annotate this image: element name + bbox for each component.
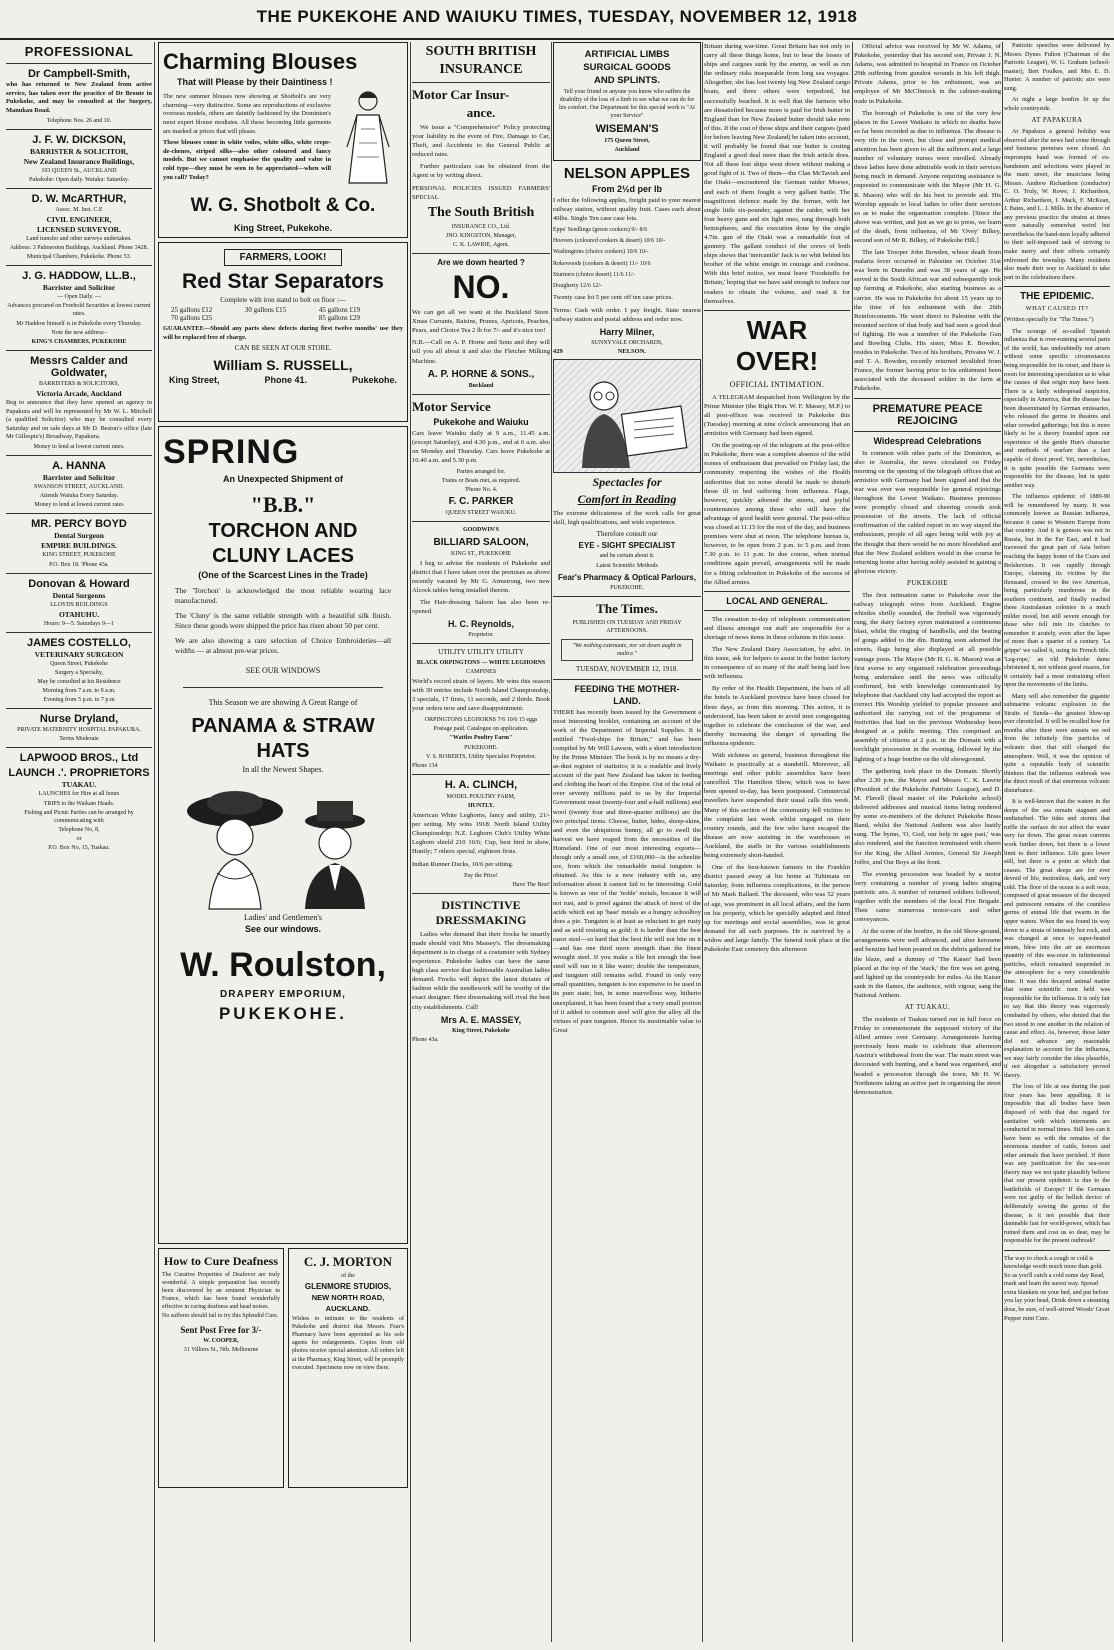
campbell-tel: Telephone Nos. 26 and 10. bbox=[46, 117, 112, 124]
ads-column bbox=[158, 42, 408, 1642]
donovan-hours: Hours: 9—5. Saturdays 9—1 bbox=[44, 620, 114, 627]
local-p3: By order of the Health Department, the bars of all the hotels in Auckland province have been closed for three days, as from this morning. This action, it is understood, has been taken to avoid men congregating together to celebrate the conclusion of the war, and thereby increasing the danger of spreading the influenza epidemic. bbox=[704, 685, 850, 747]
utility-town: PUKEKOHE. bbox=[464, 744, 498, 751]
column-rule bbox=[1002, 42, 1003, 1642]
blouses-street: King Street, Pukekohe. bbox=[233, 223, 333, 233]
dickson-days: Pukekohe: Open daily. Waiuku: Saturday. bbox=[29, 176, 129, 183]
fears-town: PUKEKOHE. bbox=[610, 584, 644, 591]
donovan-town: OTAHUHU. bbox=[58, 609, 100, 619]
motor-p2: Trains or Boats met, as required. bbox=[441, 478, 521, 485]
separators-prices bbox=[163, 306, 403, 322]
utility-postage: Postage paid. Catalogue on application. bbox=[433, 726, 529, 733]
col7-p0: Patriotic speeches were delivered by Messrs Dynes Fulton (Chairman of the Patriotic League), W. G. Graham (school-master), Bert Foulkes, and Mrs E. D. Hunter. A number of patriotic airs were sung. bbox=[1004, 42, 1110, 92]
dickson-address1: New Zealand Insurance Buildings, bbox=[23, 156, 135, 166]
billiard-hair: The Hair-dressing Saloon has also been re-opened. bbox=[412, 599, 550, 616]
fears-name: Fear's Pharmacy & Optical Parlours, bbox=[558, 572, 696, 582]
limbs-town: Auckland bbox=[614, 147, 640, 154]
column-4 bbox=[553, 42, 701, 1642]
farmers-label: FARMERS, LOOK! bbox=[224, 249, 342, 266]
woman-illustration bbox=[337, 87, 399, 187]
apples-item: Sturmers (choice desert) 11/6 11/- bbox=[553, 271, 635, 278]
mcarthur-title1: CIVIL ENGINEER, bbox=[46, 214, 112, 224]
bottom-ads-row bbox=[158, 1248, 408, 1488]
clinch-pay: Pay the Price! bbox=[464, 872, 498, 879]
specs-latest: Latest Scientific Methods bbox=[596, 562, 658, 569]
specs-caption2: Comfort in Reading bbox=[577, 491, 677, 506]
costello-street: Queen Street, Pukekohe bbox=[50, 660, 108, 667]
deafness-free: Sent Post Free for 3/- bbox=[180, 1324, 262, 1335]
column-rule bbox=[154, 42, 155, 1642]
dryland-title: PRIVATE MATERNITY HOSPITAL PAPAKURA. bbox=[17, 727, 141, 734]
apples-item: Hoovers (coloured cookers & desert) 10/6 10/- bbox=[553, 238, 666, 245]
dress-text: Ladies who demand that their frocks be smartly made should visit Mrs Massey's. The dressmaking department is in charge of a costumier with Sydney experience. Pukekohe ladies can have the same high class service that fashionable Australian ladies demand. Frocks will depict the latest dictates of fashion while the needlework will be worthy of the exact designer. Here dressmaking will rival the best city establishments. Call! bbox=[412, 930, 550, 1011]
apples-item: Washingtons (choice cookers) 10/6 10/- bbox=[553, 249, 649, 256]
separators-guarantee: GUARANTEE—Should any parts show defects during first twelve months' use they will be replaced free of charge. bbox=[163, 325, 403, 342]
sbi-title1: SOUTH BRITISH bbox=[425, 44, 537, 59]
lapwood-town: TUAKAU. bbox=[61, 780, 97, 790]
mcarthur-chambers: Municipal Chambers, Pukekohe. Phone 53. bbox=[26, 254, 132, 261]
haddow-text2: Mr Haddow himself is in Pukekohe every Thursday. bbox=[16, 320, 142, 327]
col6-p2: The borough of Pukekohe is one of the very few places in the Lower Waikato in which no deaths have so far been recorded as due to influenza. The disease is very rife in the town, but close and prompt medical attention has been given to all the sufferers and a large number of voluntary nurses were enrolled. Already these ladies have done admirable work in their services being much in demand. Anyone requiring assistance is requested to communicate with the Mayor (Mr H. G. R. Mason) who will do his best to provide aid. His Worship appeals to local ladies to offer their services so as to make the organisation complete. [Since the above was written, and just as we go to press, we learn of the death, from influenza, of Mr 'Ovey' Bilkey, second son of Mr R. Bilkey, of Pukekohe Hill.] bbox=[854, 109, 1001, 244]
parker-street: QUEEN STREET WAIUKU. bbox=[445, 510, 517, 517]
cough-tip: The way to check a cough or cold is knowledge worth much more than gold. So as you'll catch a cold some day Read, mark and learn the surest way. Spread extra blankets on your bed, and put before you lay your head, Drink down a steaming dose, be sure, of well-stirred Woods' Great Pepper mint Cure. bbox=[1004, 1254, 1110, 1322]
rejoice-p4: The evening procession was headed by a motor lorry containing a number of young ladies singing patriotic airs. A number of returned soldiers followed, together with the members of the local Fire Brigade. Then came numerous motor-cars and other conveyances. bbox=[854, 870, 1001, 924]
separators-ad bbox=[158, 242, 408, 422]
blouses-title: Charming Blouses bbox=[163, 49, 358, 74]
rejoice-title: PREMATURE PEACE REJOICING bbox=[872, 402, 983, 427]
haddow-address: KING'S CHAMBERS, PUKEKOHE bbox=[31, 338, 127, 345]
deafness-ad bbox=[158, 1248, 284, 1488]
blouses-p2: These blouses come in white voiles, white silks, white crepe-de-chenes, striped silks—also other coloured and fancy models. But we cannot emphasise the quality and value in cold type—they must be seen to be appreciated—when will you call? Today? bbox=[163, 139, 331, 181]
costello-morning: Morning from 7 a.m. to 9 a.m. bbox=[42, 688, 116, 695]
morton-name: C. J. MORTON bbox=[303, 1254, 393, 1269]
spring-p3: We are also showing a rare selection of Choice Embroideries—all widths — at almost pre-war prices. bbox=[175, 635, 391, 655]
lapwood-name: LAPWOOD BROS., Ltd bbox=[19, 752, 139, 765]
utility-text: World's record strain of layers. Mr wins this season with 30 entries include North Island Championship, 3 specials, 17 firsts, 11 seconds, and 2 thirds. Book your orders now and save disappointment. bbox=[412, 677, 550, 713]
sbi-further: Further particulars can be obtained from the Agent or by writing direct. bbox=[412, 163, 550, 180]
sbi-co2: INSURANCE CO., Ltd. bbox=[451, 223, 511, 230]
clinch-name: H. A. CLINCH, bbox=[444, 778, 518, 791]
limbs-text: Tell your friend or anyone you know who suffers the disability of the loss of a limb to see what we can do for his comfort. Our Department for this special work is "At your Service" bbox=[559, 89, 695, 120]
costello-spec: Surgery a Specialty, bbox=[55, 669, 103, 676]
hanna-attends: Attends Waiuku Every Saturday. bbox=[39, 493, 119, 500]
clinch-text: American White Leghorns, fancy and utility, 21/- per setting. My wins 1918: North Island Utility Championship; N.Z. Leghorn Club's Utility White Leghorn shield 210 10/6; Cup, best bird in show, Huntly; 7 others special, eighteen firsts. bbox=[412, 812, 550, 856]
limbs-street: 175 Queen Street, bbox=[604, 138, 650, 145]
russell-name: William S. RUSSELL, bbox=[213, 357, 353, 374]
apples-item: Epps' Seedlings (green cookers) 9/- 8/6 bbox=[553, 226, 648, 233]
sbi-agent2: C. K. LAWRIE, Agent. bbox=[452, 241, 509, 248]
price-item: 70 gallons £25 bbox=[171, 314, 213, 323]
mcarthur-title2: LICENSED SURVEYOR. bbox=[37, 224, 121, 234]
apples-item: Rokewoods (cookers & desert) 11/- 10/6 bbox=[553, 260, 651, 267]
column-3 bbox=[412, 42, 550, 1642]
local-p2: The New Zealand Dairy Association, by advt. in this issue, ask for helpers to assist in the butter factory in consequence of so many of the staff being laid low with influenza. bbox=[704, 645, 850, 681]
morton-road: NEW NORTH ROAD, bbox=[311, 1293, 385, 1303]
local-p4: With sickness so general, business throughout the Waikato is practically at a standstill. Moreover, all meetings and other public assemblies have been cancelled. The Hamilton Show, which was to have been opened to-day, has been postponed. Commercial travellers have suspended their usual calls this week. Many of this section of the community fell victims to the complaint last week whilst engaged on their country rounds, and the few who have escaped the disease are now assisting in the warehouses in Auckland, the staffs in the various establishments being extremely short-handed. bbox=[704, 752, 850, 860]
calder-arcade: Victoria Arcade, Auckland bbox=[36, 388, 122, 398]
clinch-town: HUNTLY. bbox=[467, 802, 495, 809]
sbi-title2: INSURANCE bbox=[439, 62, 523, 77]
morton-town: AUCKLAND. bbox=[325, 1304, 371, 1314]
column-rule bbox=[410, 42, 411, 1642]
apples-terms: Terms: Cash with order. I pay freight. State nearest railway station and postal address and order now. bbox=[553, 306, 701, 323]
specs-eye: EYE - SIGHT SPECIALIST bbox=[578, 541, 676, 551]
epidemic-sub: WHAT CAUSED IT? bbox=[1025, 305, 1089, 313]
price-item: 85 gallons £29 bbox=[318, 314, 361, 323]
lapwood-l3: Fishing and Picnic Parties can be arranged by communicating with bbox=[24, 809, 134, 824]
roulston-name: W. Roulston, bbox=[180, 946, 386, 985]
costello-consult: May be consulted at his Residence bbox=[37, 679, 121, 686]
spring-sub: An Unexpected Shipment of bbox=[222, 474, 343, 484]
roulston-emporium: DRAPERY EMPORIUM, bbox=[220, 989, 346, 1001]
column-rule bbox=[852, 42, 853, 1642]
morton-ad bbox=[288, 1248, 408, 1488]
calder-money: Money to lend at lowest current rates. bbox=[33, 444, 125, 451]
epidemic-p3: Many will also remember the gigantic submarine volcanic explosion in the Straits of Sunda—the greatest blow-up ever chronicled. It will be recalled how for months after there were sunsets we red from the infinitely fine particles of volcanic dust that still charged the atmosphere. Well, it was the opinion of quite a reputable body of scientific thinkers that the influenza outbreak was the direct result of that enormous volcanic disturbance. bbox=[1004, 692, 1110, 794]
limbs-title3: AND SPLINTS. bbox=[594, 75, 660, 86]
lapwood-box: P.O. Box No, 15, Tuakau. bbox=[48, 845, 110, 852]
apples-price: From 2½d per lb bbox=[591, 183, 662, 194]
feeding-title2: LAND. bbox=[613, 695, 641, 706]
blouses-shop: W. G. Shotbolt & Co. bbox=[190, 195, 376, 216]
hats-illustration bbox=[173, 781, 393, 911]
lapwood-l1: LAUNCHES for Hire at all hours bbox=[38, 791, 120, 798]
massey-phone: Phone 43a. bbox=[412, 1036, 439, 1043]
billiard-street: KING ST., PUKEKOHE bbox=[451, 550, 511, 557]
dress-title: DISTINCTIVE DRESSMAKING bbox=[435, 897, 527, 927]
roulston-town: PUKEKOHE. bbox=[218, 1004, 348, 1024]
motor-phone: 'Phone No. 4. bbox=[464, 487, 498, 494]
motor-text: Cars leave Waiuku daily at 9 a.m., 11.45 a.m. (except Saturday), and 4.30 p.m., and at 6 a.m. also on Monday and Thursday. Cars leave Pukekohe at 10.40 a.m. and 5.30 p.m. bbox=[412, 429, 550, 464]
spring-title: SPRING bbox=[163, 433, 300, 471]
rejoice-p5: At the scene of the bonfire, in the old Show-ground, arrangements were well advanced, and after kerosene and benzine had been poured on the debris gathered for the blaze, and a dummy of 'The Kaiser' had been placed at the top of the 'stack,' the fire was set going, and lighted up the countryside for miles. As the Kaiser sank in the flames, the audience, with vigour, sang the National Anthem. bbox=[854, 928, 1001, 999]
deafness-seller: W. COOPER, bbox=[203, 1337, 239, 1344]
spring-shapes: In all the Newest Shapes. bbox=[242, 764, 324, 774]
col7-p0b: At night a large bonfire lit up the whole countryside. bbox=[1004, 96, 1110, 112]
spring-bb: "B.B." bbox=[250, 492, 316, 517]
billiard-text: I beg to advise the residents of Pukekohe and district that I have taken over the premises as above recently vacated by Mr G. Armstrong, two new Alcock tables being installed therein. bbox=[412, 559, 550, 594]
costello-title: VETERINARY SURGEON bbox=[34, 649, 124, 659]
milner-num: 429 bbox=[553, 347, 563, 355]
specs-consult: Therefore consult our bbox=[596, 530, 658, 538]
hanna-money: Money to lend at lowest current rates bbox=[34, 502, 124, 509]
times-motto: "We nothing extenuate, nor set down aught in malice." bbox=[561, 639, 693, 661]
costello-evening: Evening from 5 p.m. to 7 p.m bbox=[43, 697, 115, 704]
clinch-ducks: Indian Runner Ducks, 10/6 per sitting. bbox=[412, 860, 514, 868]
dryland-name: Nurse Dryland, bbox=[39, 713, 119, 726]
haddow-note: Note the new address:- bbox=[51, 329, 107, 336]
spring-p1: The 'Torchon' is acknowledged the most reliable wearing lace manufactured. bbox=[175, 586, 391, 605]
limbs-title1: ARTIFICIAL LIMBS bbox=[584, 49, 670, 60]
lapwood-l2: TRIPS to the Waikato Heads. bbox=[43, 800, 115, 807]
utility-camp: CAMPINES bbox=[465, 668, 497, 675]
price-item: 25 gallons £12 bbox=[171, 306, 213, 315]
spring-hats1: PANAMA & STRAW bbox=[191, 714, 375, 737]
col7-p1: At Papakura a general holiday was observed after the news had come through and business premises were closed. An impromptu band was formed of ex-bandsmen and selections were played in the main street, the musicians being Messrs. Andrew Richardson (conductor) C. O. Truly, W. Rowe, J. Richardson, Arthur Richardson, I. Mack, F. McKean, J. Bates, and L. J. Mills. In the absence of any previous practice the strains at times were naturally somewhat weird but nevertheless the band-men loyally adhered to their self-imposed task of striving to make merry and their efforts certainly enlivened the township. Many residents also made their way to Auckland to take part in the celebrations there. bbox=[1004, 128, 1110, 281]
dryland-terms: Terms Moderate bbox=[59, 736, 99, 743]
sbi-pol: PERSONAL POLICIES ISSUED FARMERS' SPECIAL bbox=[412, 184, 550, 201]
hanna-address: SWANSON STREET, AUCKLAND. bbox=[34, 484, 124, 491]
reading-man-illustration bbox=[553, 359, 701, 473]
milner-name: Harry Milner, bbox=[599, 326, 655, 337]
massey-name: Mrs A. E. MASSEY, bbox=[440, 1014, 522, 1025]
separators-title: Red Star Separators bbox=[182, 270, 384, 293]
horne-town: Buckland bbox=[468, 382, 494, 389]
utility-price: ORPINGTONS LEGHORNS 7/6 10/6 15 eggs bbox=[424, 717, 538, 724]
haddow-text1: Advances procured on Freehold Securities at lowest current rates. bbox=[7, 303, 151, 318]
morton-text: Wishes to intimate to the residents of Pukekohe and district that Messrs. Fear's Pharmacy have been appointed as his sole agents for enlargements. Copies from old photos receive special attention. All orders left at the Pharmacy, King Street, will be promptly executed. Specimens now on view there. bbox=[291, 1316, 404, 1371]
deafness-addr: 31 Villiers St., Nth. Melbourne bbox=[183, 1346, 259, 1353]
epidemic-note: (Written specially for "The Times.") bbox=[1004, 316, 1094, 324]
separators-seen: CAN BE SEEN AT OUR STORE. bbox=[234, 343, 332, 352]
reynolds-role: Proprietor. bbox=[468, 632, 494, 639]
rejoice-p2: The first intimation came to Pukekohe over the railway telegraph wires from Auckland. Engine whistles shrilly sounded, the firebell was vigorously rung, the dairy factory syren maintained a continuous blast, whilst the ringing of handbells, and the beating of gongs added to the din. Bunting soon adorned the streets, flags being also displayed at all possible vantage posts. The Mayor (Mr H. G. R. Mason) was at first averse to any organised celebration proceedings being undertaken until the news was officially confirmed, but with knowledge communicated by telephone that Auckland city had accepted the report as correct His Worship yielded to popular pressure and authorised the carrying out of the programme of festivities that had on the previous Wednesday been designed at a public meeting. This comprised an assembly of citizens at 2 p.m. in the Domain with a torchlight procession in the evening, followed by the lighting of a huge bonfire on the old showground. bbox=[854, 591, 1001, 763]
motor-sub: Pukekohe and Waiuku bbox=[433, 416, 529, 427]
milner-orchards: SUNNYVALE ORCHARDS, bbox=[591, 339, 663, 346]
war-title: WAR OVER! bbox=[735, 314, 819, 376]
col6-p1: Official advice was received by Mr W. Adams, of Pukekohe, yesterday that his second son, Private J. N. Adams, was admitted to hospital in France on October 29th suffering from gunshot wounds in his left thigh. Private Adams, prior to his enlistment, was an employee of Mr McClintock in the cabinet-making trade in Pukekohe. bbox=[854, 43, 1001, 105]
no-text: We can get all we want at the Buckland Store. Xmas Currants, Raisins, Prunes, Apricots, Peaches, Pears, and Choice Tea 2 lb for 7/- and it's nice too! bbox=[412, 309, 550, 335]
motor-title: Motor Service bbox=[412, 398, 491, 414]
price-item: 30 gallons £15 bbox=[244, 306, 287, 315]
times-pub: PUBLISHED ON TUESDAY AND FRIDAY AFTERNOONS. bbox=[572, 619, 682, 634]
russell-town: Pukekohe. bbox=[351, 375, 397, 386]
spring-hats2: HATS bbox=[256, 739, 310, 762]
dickson-title: BARRISTER & SOLICITOR, bbox=[29, 146, 128, 156]
utility-farm: "Wattles Poultry Farm" bbox=[449, 735, 513, 742]
lapwood-sub: LAUNCH .'. PROPRIETORS bbox=[8, 767, 150, 780]
war-sub: OFFICIAL INTIMATION. bbox=[729, 379, 825, 389]
utility-phone: Phone 134 bbox=[412, 762, 438, 769]
donovan-building: LLOYDS BUILDINGS bbox=[50, 601, 108, 608]
spring-kinds: (One of the Scarcest Lines in the Trade) bbox=[198, 570, 368, 580]
boyd-box: P.O. Box 18. 'Phone 43a. bbox=[49, 561, 109, 568]
column-6 bbox=[854, 42, 1001, 1642]
russell-phone: Phone 41. bbox=[264, 375, 307, 386]
utility-breeds: BLACK ORPINGTONS — WHITE LEGHORNS bbox=[416, 659, 546, 666]
boyd-name: MR. PERCY BOYD bbox=[31, 518, 127, 531]
morton-studio: GLENMORE STUDIOS, bbox=[304, 1282, 392, 1292]
mcarthur-name: D. W. McARTHUR, bbox=[31, 192, 127, 205]
russell-street: King Street, bbox=[169, 375, 220, 386]
spring-laces2: CLUNY LACES bbox=[212, 545, 354, 567]
calder-text: Beg to announce that they have opened an agency in Papakura and will be represented by Mr W. L. Mitchell (a qualified Solicitor) who may be consulted every Saturday and on sale days at Mr D. Beston's office (late Mr Gillespie's) Broadway, Papakura. bbox=[6, 398, 152, 441]
spring-see: See our windows. bbox=[244, 924, 321, 935]
tuakau-head: AT TUAKAU. bbox=[904, 1003, 951, 1011]
sbi-agent1: JNO. KINGSTON, Manager, bbox=[445, 232, 517, 239]
blouses-p1: The new summer blouses now showing at Shotbolt's are very charming—very distinctive. Some are reproductions of exclusive overseas models, others are daintily fashioned by the Dominion's most expert blouse modistes. All these becoming little garments are marked at prices that will please. bbox=[163, 93, 331, 135]
column-5 bbox=[704, 42, 850, 1642]
sbi-co: The South British bbox=[427, 204, 535, 220]
local-p5: One of the best-known farmers in the Franklin district passed away at his home at Tuhimata on Saturday, from influenza complications, in the person of Mr Mark Ballard. The deceased, who was 52 years of age, was prominent in all local affairs, and the farm on his property, which he specially adapted and fitted up for meetings and social assemblies, was in great demand for all such purposes. He is survived by a widow and large family. The funeral took place at the Pukekohe East cemetery this afternoon bbox=[704, 864, 850, 953]
epidemic-p5: The loss of life at sea during the past four years has been appalling. It is impossible that all bodies have been disposed of with that due regard for sanitation with which interments are conducted in normal times. Still less can it have been so with the remains of the enormous number of cattle, horses and other animals that have perished. If there was any justification for the sea-ooze theory may we not quite plausibly believe that our present epidemic is due to the battlefields of Europe? If the Germans were not guilty of the hellish device of deliberately sowing the germs of the disease, is it not possible that their damnable lust for world-power, which has ruined them and cost us so dear, may be responsible for the present outbreak? bbox=[1004, 1083, 1110, 1245]
feeding-title1: FEEDING THE MOTHER- bbox=[574, 683, 680, 694]
reynolds-name: H. C. Reynolds, bbox=[447, 619, 514, 630]
milner-town: NELSON. bbox=[617, 347, 647, 355]
billiard-title: BILLIARD SALOON, bbox=[433, 536, 529, 548]
feeding-p1: THERE has recently been issued by the Government a most interesting booklet, containing an account of the work of the Department of Imperial Supplies. It is entitled "Food-ships for Britain," and has been compiled by Mr Will Lawson, with a short introduction by the Prime Minister. The book is by no means a dry-as-dust register of statistics; it is a readable and lively account of the part New Zealand has taken in feeding and clothing the heart of the Empire. Out of the total of over seventy millions paid to us by the Imperial Government meat (twenty-four and a-half millions) and wool (twenty four and three-quarter millions) are the two principal items. Cheese, butter, hides, sheep-skins, and even the ubiquitous bunny, all go to swell the harvest we have reaped from the necessities of the Homeland. One of our most interesting exports—though only a small one, of £160,000—is the scheelite ore, from which the remarkable metal tungsten is obtained. As this is a new industry with us, any information about it cannot fail to be interesting. Gold is known as one of the 'noble' metals, because it will not rust, and is proof against the attack of most of the acids which eat up 'base' metals as a hungry schoolboy does a pie. Tungsten is at least as reluctant to get rusty and as acid resisting as gold; it is harder than the best razor steel—so hard that the best file will not bite on it—and has one third more strength than the finest wrought steel. If you make a file hot enough the best steel will run in it like water; double the temperature, and tungsten still remains solid. Found in only very small quantities, tungsten is too expensive to be used in its pure state; but, in some marvellous way, hitherto unexplained, it has been found that a very small portion of it added to common steel will give the alloy all the virtues of pure tungsten. Hence its inestimable value to Great bbox=[553, 708, 701, 1034]
separators-intro: Complete with iron stand to bolt on floor :— bbox=[220, 296, 346, 304]
haddow-open: — Open Daily. — bbox=[57, 294, 101, 301]
no-ans: NO. bbox=[452, 269, 510, 306]
motor-p1: Parties arranged for. bbox=[456, 469, 506, 476]
costello-name: JAMES COSTELLO, bbox=[27, 636, 131, 649]
lapwood-or: or bbox=[76, 835, 82, 842]
hanna-name: A. HANNA bbox=[52, 460, 106, 473]
morton-of: of the bbox=[341, 1273, 355, 1279]
rejoice-p3: The gathering took place in the Domain. Shortly after 2.30 p.m. the Mayor and Messrs C. K. Lawrie (President of the Pukekohe Patriotic League), and D. M. Flavell (head master of the Pukekohe school) delivered addresses and musical items being rendered by some ex-members of the defunct Pukekohe Brass Band, whilst the National Anthem was also lustily sung. The hymn, 'O, God, our help in ages past,' was also rendered, and the function terminated with cheers for the King, the Allied Armies, General Sir Joseph Joffre, and Our Boys at the front. bbox=[854, 767, 1001, 866]
calder-name: Messrs Calder and Goldwater, bbox=[30, 354, 128, 379]
lapwood-tel: Telephone No, 8, bbox=[58, 826, 100, 833]
mcarthur-cred: Assoc. M. Inst. C.E bbox=[55, 206, 103, 213]
spring-windows: SEE OUR WINDOWS bbox=[245, 665, 321, 675]
epidemic-p2: The influenza epidemic of 1889-90 will be remembered by many. It was commonly known as Russian influenza, because it came to Western Europe from that country. And it is genesis was not in Russia, but in the Far East, and it had traversed the great part of Asia before reaching the happy home of the Czars and Bolshevism. It ran rapidly through Europe, claiming its victims by the thousand, crossed to the two Americas, being particularly murderous in the southern continent, and finally reached these Australasian colonies in a much milder mood, but still severe enough for those who fell into its clutches to remember it acutely, even after the lapse of more than a quarter of a century. 'La grippe' we called it, using its French title. 'Leg-rope,' an old Pukekohe dame christened it, not without good reason, for it certainly had a most restraining effect upon the movements of the limbs. bbox=[1004, 493, 1110, 689]
donovan-title: Dental Surgeons bbox=[52, 590, 106, 600]
apples-title: NELSON APPLES bbox=[563, 164, 691, 182]
specs-sure: and be certain about it. bbox=[599, 553, 655, 560]
spring-ad bbox=[158, 426, 408, 1244]
rejoice-p6: The residents of Tuakau turned out in full force on Friday to commemorate the supposed victory of the Allied armies over Germany. Arrangements having previously been made to celebrate that afternoon Austria's withdrawal from the war. The main street was decorated with bunting, and a band was organised, and headed a procession through the town, Mr H. W. Northmore taking an active part in organising the street demonstration. bbox=[854, 1016, 1001, 1096]
hanna-title: Barrister and Solicitor bbox=[42, 473, 116, 483]
epidemic-title: THE EPIDEMIC. bbox=[1020, 291, 1094, 303]
sbi-text: We issue a "Comprehensive" Policy protecting your liability in the event of Fire, Damage to Car, Theft, and Accidents to the General Public at reduced rates. bbox=[412, 124, 550, 159]
horne-name: A. P. HORNE & SONS., bbox=[427, 368, 535, 380]
parker-name: F. C. PARKER bbox=[448, 496, 514, 508]
blouses-ad bbox=[158, 42, 408, 238]
mcarthur-text: Land transfer and other surveys undertaken. bbox=[26, 235, 132, 242]
times-title: The Times. bbox=[596, 600, 658, 616]
apples-text: I offer the following apples, freight paid to your nearest railway station, without quality fruit. Cases each about 40lbs. Single Ten case case lots. bbox=[553, 196, 701, 222]
donovan-name: Donovan & Howard bbox=[28, 577, 130, 590]
war-continued: Britain during war-time. Great Britain has not only to carry all these things home, but to bear the losses of ships and cargoes sunk by the enemy, as well as run the ordinary risks inseparable from long sea voyages. Altogether, she has lost twenty big New Zealand cargo boats, and three others were torpedoed, but successfully beached. It is well that the farmers who are dissatisfied because more is paid for Irish butter in England than for New Zealand butter should take note of this. If the cost of those ships and their cargoes (paid for before leaving New Zealand) be taken into account, it will probably be found that our butter is costing England a good deal more than the Irish article does. Not all these lost ships went down without making a good fight of it. Two of them—the Clan McTavish and the Otaki—encountered the German raider Moewe, and each of them fought a very gallant battle. The magnificent defence made by the former, with her single little six-pounder, against the raider, with her four heavy guns and six light ones, rang through both hemispheres, and the execution done by the single 4.7in. gun of the Otaki was a remarkable feat of gunnery. The gallant conduct of the crews of both ships shows that 'mercantile' Jack is no whit behind his brother of the white ensign in courage and coolness. With this brief notice, we must leave 'Foodstuffs for Britain,' hoping that we have said enough to induce our readers to obtain the volume, and read it for themselves. bbox=[704, 43, 850, 305]
spring-ladies: Ladies' and Gentlemen's bbox=[244, 913, 322, 923]
spring-p2: The 'Cluny' is the same reliable strength with a beautiful silk finish. Since these goods were shipped the price has risen about 50 per cent. bbox=[175, 610, 391, 630]
haddow-name: J. G. HADDOW, LL.B., bbox=[22, 270, 136, 283]
spring-laces1: TORCHON AND bbox=[208, 520, 358, 542]
reading-man-icon bbox=[554, 360, 701, 472]
column-rule bbox=[702, 42, 703, 1642]
specs-text: The extreme delicateness of the work calls for great skill, high qualifications, and wide experience. bbox=[553, 509, 701, 526]
papakura-head: AT PAPAKURA bbox=[1031, 116, 1083, 125]
war-p2: On the posting-up of the telegram at the post-office in Pukekohe, there was a complete absence of the wild scenes of enthusiasm that prevailed on Friday last, the community respecting the wishes of the Health authorities that no noise should be made to disturb those ill in bed suffering from influenza. Flags, however, quickly adorned the streets, and joyful countenances among those who still have the advantage of good health were general. The post-office was closed at 11.15 for the rest of the day, and business premises were shut at noon. The telephone bureau is, however, to be open from 2 p.m. to 5 p.m. and from 7.30 p.m. to 11 p.m. In due course, when normal conditions again prevail, arrangements will be made for a fitting celebration in Pukekohe of the success of the Allied armies. bbox=[704, 442, 850, 586]
epidemic-p1: The scourge of so-called Spanish influenza that is over-running several parts of the world, has undoubtedly not arisen without some specific circumstances being responsible for its onset, and there is room for interesting speculation as to what the causes of that origin may have been. There is a fairly widespread suspicion, especially in America, that the disease has been disseminated by German emissaries, who released the germs in theatres and other crowded gatherings; but this is more likely to be a theory founded upon our experience of the gentle Hun's character and methods of warfare than a fact capable of direct proof. Yet, nevertheless, it is quite possible the Germans were responsible for the disease, but in quite another way. bbox=[1004, 327, 1110, 489]
war-p1: A TELEGRAM despatched from Wellington by the Prime Minister (the Right Hon. W. F. Massey, M.P.) to all post-offices was received in Pukekohe this (Tuesday) morning at nine o'clock announcing that an armistice with Germany had been signed. bbox=[704, 393, 850, 438]
masthead: THE PUKEKOHE AND WAIUKU TIMES, TUESDAY, NOVEMBER 12, 1918 bbox=[0, 0, 1114, 40]
professional-column bbox=[6, 42, 152, 1642]
rejoice-sub: Widespread Celebrations bbox=[873, 435, 982, 446]
boyd-title: Dental Surgeon bbox=[54, 531, 104, 541]
calder-title: BARRISTERS & SOLICITORS, bbox=[38, 380, 120, 387]
apples-item: Dougherty 12/6 12/- bbox=[553, 283, 602, 290]
billiard-label: GOODWIN'S bbox=[462, 527, 499, 534]
limbs-ad bbox=[553, 42, 701, 161]
haddow-title: Barrister and Solicitor bbox=[42, 283, 116, 293]
no-nb: N.B.—Call on A. P. Horne and Sons and they will tell you all about it and also the Fletcher Milking Machine. bbox=[412, 339, 550, 365]
boyd-street: KING STREET, PUKEKOHE bbox=[42, 552, 116, 559]
deafness-note: No sufferer should fail to try this Splendid Cure. bbox=[162, 1313, 279, 1320]
sbi-motor1: Motor Car Insur- bbox=[412, 87, 510, 102]
utility-head: UTILITY UTILITY UTILITY bbox=[438, 648, 524, 657]
times-date: TUESDAY, NOVEMBER 12, 1918. bbox=[576, 665, 678, 674]
no-q: Are we down hearted ? bbox=[437, 258, 525, 268]
price-item: 45 gallons £19 bbox=[318, 306, 361, 315]
spring-season: This Season we are showing A Great Range of bbox=[208, 697, 358, 707]
deafness-text: The Curative Properties of Deafovor are truly wonderful. A simple preparation has recently been discovered by an eminent Physician in France, which has been found wonderfully effective in curing deafness and head noises. bbox=[162, 1272, 280, 1311]
specs-caption1: Spectacles for bbox=[592, 474, 662, 489]
epidemic-p4: It is well-known that the waters in the deeps of the sea remain stagnant and undisturbed. The tides and storms that ruffle the surface do not affect the water very far down. The great ocean currents work further down, but there is a lower limit to their influence. Life goes lower still, but there is a point at which that ceases. The great deeps are for ever devoid of life, motionless, dark, and very cold. The floor of the ocean is a soft ooze, composed of great measure of the decayed and putrescent remains of the countless germs of animal life that swarm in the upper waters. When the sea found its way down to a strata of intensely hot rock, and was changed at once to super-heated steam, blew into the air an enormous quantity of this sea-ooze in infinitesimal particles, which remained suspended in the atmosphere for a very considerable time. It was this decayed animal matter that some scientific men held was responsible for the influenza. It is only fair to say that this theory was vigorously combatted by others, who denied that the two stood to one another in the relation of cause and effect. As, however, those latter did not advance any reasonable explanation to account for the influenza, we may fairly consider the idea plausible, if not altogether a satisfactory proved theory. bbox=[1004, 798, 1110, 1079]
local-title: LOCAL AND GENERAL. bbox=[726, 595, 828, 606]
local-p1: The cessation to-day of telephonic communication and illness amongst our staff are responsible for a shortage of news items in these columns in this issue. bbox=[704, 615, 850, 641]
boyd-building: EMPIRE BUILDINGS. bbox=[41, 541, 117, 551]
dickson-address2: 103 QUEEN St., AUCKLAND bbox=[41, 167, 117, 174]
rejoice-p1: In common with other parts of the Dominion, as also in Australia, the news circulated on Friday morning on the opening of the telegraph offices that an armistice with Germany had been signed and that the war was over was responsible for general rejoicings throughout the Lower Waikato. Business premises were promptly closed and cheering crowds took possession of the streets. The lack of official confirmation of the cabled report in no way stayed the enthusiasm, people of all ages being wild with joy at the thought that there would be no more bloodshed and that the New Zealand soldiers would in due course be returning home after having nobly assisted in gaining a glorious victory. bbox=[854, 449, 1001, 575]
sbi-motor2: ance. bbox=[466, 105, 496, 120]
dickson-name: J. F. W. DICKSON, bbox=[32, 133, 126, 146]
mcarthur-address: Address: 3 Palmerston Buildings, Auckland. Phone 3428. bbox=[9, 245, 149, 252]
col6-p3: The late Trooper John Bowden, whose death from malaria fever occurred in Palestine on October 31st was born in Dunedin and was 38 years of age. He served in the South African war and subsequently took up farming at Pukekohe, also starting business as a carrier. He was in Pukekohe for about 15 years up to the time of his enlistment with the 26th Reinforcements. He went direct to Palestine with the mounted section of that body and had seen a good deal of fighting. He was a member of the Pukekohe Gun and Bowling Clubs. His sister, Miss E. Bowden, resides in Pukekohe. Two of his brothers, Privates W. J. and T. A. Bowden, recently returned invalided from France, the former having prior to his enlistment been associated with the deceased soldier in the farm at Pukekohe. bbox=[854, 249, 1001, 393]
column-rule bbox=[551, 42, 552, 1642]
massey-street: King Street, Pukekohe bbox=[452, 1027, 510, 1034]
clinch-farm: MODEL POULTRY FARM, bbox=[446, 793, 516, 800]
blouses-tag: That will Please by their Daintiness ! bbox=[177, 77, 333, 87]
limbs-name: WISEMAN'S bbox=[595, 123, 659, 136]
campbell-name: Dr Campbell-Smith, bbox=[27, 68, 131, 80]
apples-twenty: Twenty case lot 5 per cent off ten case prices. bbox=[553, 294, 673, 302]
deafness-title: How to Cure Deafness bbox=[163, 1254, 279, 1268]
professional-heading: PROFESSIONAL bbox=[24, 44, 134, 59]
clinch-best: Have The Best! bbox=[512, 881, 550, 888]
utility-owner: V. S. ROBERTS, Utility Specialist Proprietor. bbox=[425, 753, 537, 760]
pukekohe-head: PUKEKOHE bbox=[907, 578, 948, 587]
campbell-text: who has returned to New Zealand from active service, has taken over the practice of Dr Bronte in Pukekohe, and may be consulted at the Surgery, Manukau Road. bbox=[6, 81, 152, 114]
column-7 bbox=[1004, 42, 1110, 1642]
limbs-title2: SURGICAL GOODS bbox=[583, 62, 671, 73]
